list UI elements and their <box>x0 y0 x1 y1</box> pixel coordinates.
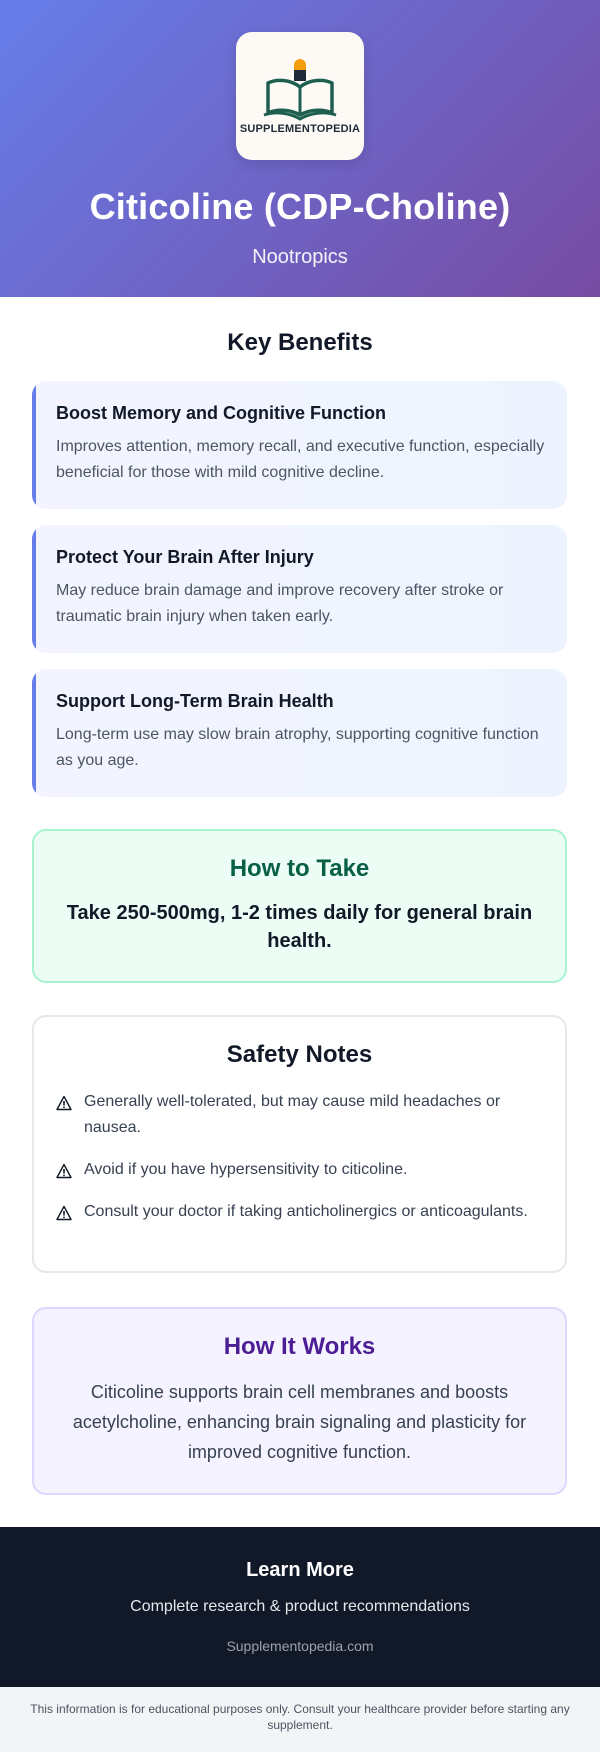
safety-notes-title: Safety Notes <box>226 1041 373 1068</box>
safety-item <box>56 1157 543 1183</box>
benefit-title: Protect Your Brain After Injury <box>56 547 314 567</box>
hero-header <box>0 0 600 297</box>
benefit-text: Long-term use may slow brain atrophy, supporting cognitive function as you age. <box>56 726 539 769</box>
safety-text: Avoid if you have hypersensitivity to citicoline. <box>84 1161 408 1178</box>
benefit-text: Improves attention, memory recall, and executive function, especially beneficial for those with mild cognitive decline. <box>56 438 545 481</box>
logo-text: SUPPLEMENTOPEDIA <box>239 123 361 135</box>
safety-text: Consult your doctor if taking anticholinergics or anticoagulants. <box>84 1203 528 1220</box>
safety-item <box>56 1089 543 1141</box>
benefit-card <box>32 525 567 653</box>
benefit-title: Boost Memory and Cognitive Function <box>56 403 387 423</box>
warning-icon <box>56 1095 72 1111</box>
warning-icon <box>56 1163 72 1179</box>
website-link[interactable]: Supplementopedia.com <box>226 1638 374 1654</box>
category-label: Nootropics <box>252 246 348 268</box>
how-it-works-title: How It Works <box>223 1333 376 1360</box>
benefit-title: Support Long-Term Brain Health <box>56 691 334 711</box>
page-title: Citicoline (CDP-Choline) <box>89 186 511 227</box>
book-capsule-icon <box>262 57 338 121</box>
benefit-card <box>32 381 567 509</box>
safety-item <box>56 1199 543 1225</box>
disclaimer: This information is for educational purposes only. Consult your healthcare provider before starting any supplement. <box>0 1687 600 1752</box>
how-to-take-card <box>32 829 567 983</box>
safety-text: Generally well-tolerated, but may cause mild headaches or nausea. <box>84 1093 501 1136</box>
key-benefits-title: Key Benefits <box>227 329 373 356</box>
dosage-text: Take 250-500mg, 1-2 times daily for general brain health. <box>66 902 533 952</box>
footer <box>0 1527 600 1687</box>
learn-more-subtitle: Complete research & product recommendations <box>130 1598 470 1615</box>
key-benefits-section <box>0 329 600 797</box>
benefit-card <box>32 669 567 797</box>
warning-icon <box>56 1205 72 1221</box>
benefit-text: May reduce brain damage and improve recovery after stroke or traumatic brain injury when taken early. <box>56 582 504 625</box>
logo <box>236 32 364 160</box>
how-it-works-text: Citicoline supports brain cell membranes and boosts acetylcholine, enhancing brain signaling and plasticity for improved cognitive function. <box>72 1382 527 1462</box>
learn-more-title: Learn More <box>246 1559 354 1581</box>
how-it-works-card <box>32 1307 567 1495</box>
safety-notes-card <box>32 1015 567 1273</box>
how-to-take-title: How to Take <box>229 855 370 882</box>
